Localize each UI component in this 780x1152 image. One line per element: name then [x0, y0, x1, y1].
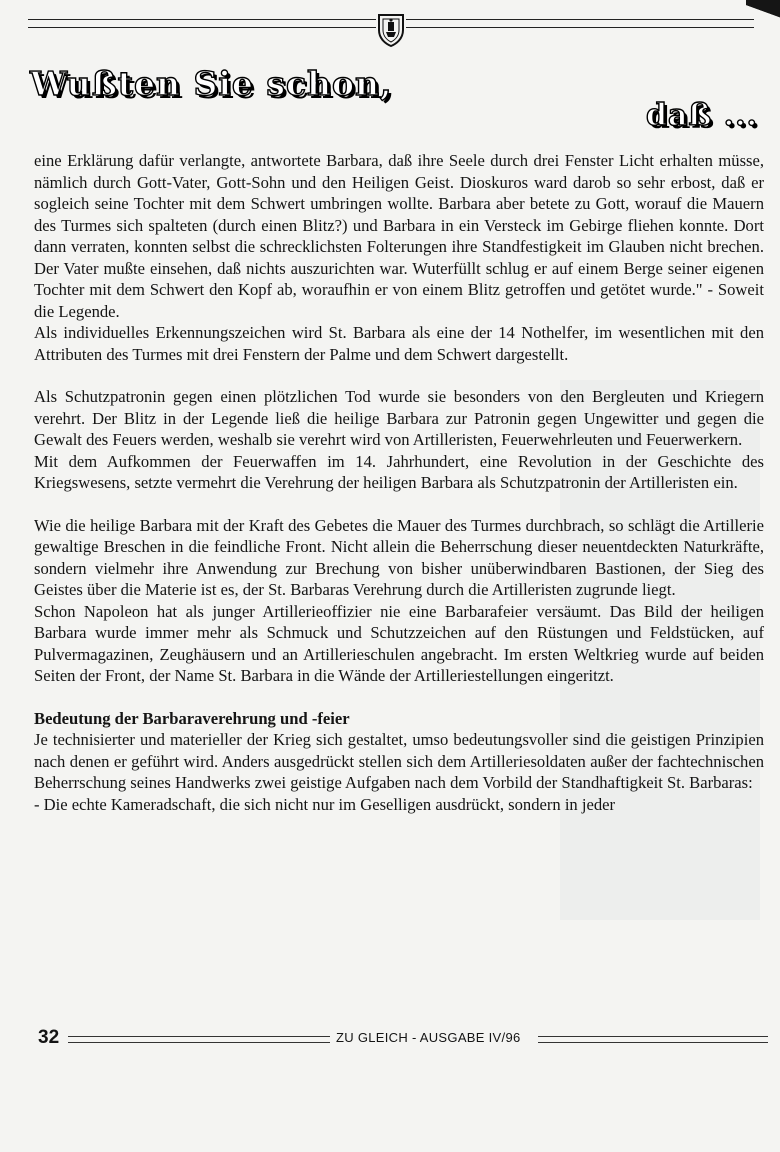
paragraph: Mit dem Aufkommen der Feuerwaffen im 14. Jahrhundert, eine Revolution in der Geschichte des Kriegswesens, setzte vermehrt die Verehrung der heiligen Barbara als Schutzpatronin der Artilleristen ein.	[34, 451, 764, 492]
paragraph: Je technisierter und materieller der Krieg sich gestaltet, umso bedeutungsvoller sind die geistigen Prinzipien nach denen er geführt wird. Anders ausgedrückt stellen sich dem Artilleriesoldaten außer der fachtechnischen Beherrschung seines Handwerks zwei geistige Aufgaben nach dem Vorbild der Standhaftigkeit St. Barbaras:	[34, 730, 764, 792]
paragraph: eine Erklärung dafür verlangte, antwortete Barbara, daß ihre Seele durch drei Fenster Licht erhalten müsse, nämlich durch Gott-Vater, Gott-Sohn und den Heiligen Geist. Dioskuros ward darob so sehr erbost, daß er sogleich seine Tochter mit dem Schwert umbringen wollte. Barbara aber betete zu Gott, worauf die Mauern des Turmes sich spalteten (durch einen Blitz?) und Barbara in ein Versteck im Gebirge fliehen konnte. Dort dann verraten, konnten selbst die schrecklichsten Folterungen ihre Standfestigkeit im Glauben nicht brechen. Der Vater mußte einsehen, daß nichts auszurichten war. Wuterfüllt schlug er auf einem Berge seiner eigenen Tochter mit dem Schwert den Kopf ab, woraufhin er von einem Blitz getroffen und getötet wurde." - Soweit die Legende.	[34, 151, 764, 321]
page-title-continuation: daß ...	[646, 98, 758, 133]
page-title: Wußten Sie schon,	[30, 64, 393, 103]
paragraph: Als Schutzpatronin gegen einen plötzlichen Tod wurde sie besonders von den Bergleuten und Kriegern verehrt. Der Blitz in der Legende ließ die heilige Barbara zur Patronin gegen Ungewitter und gegen die Gewalt des Feuers werden, weshalb sie verehrt wird von Artilleristen, Feuerwehrleuten und Feuerwerkern.	[34, 387, 764, 449]
publication-label: ZU GLEICH - AUSGABE IV/96	[336, 1030, 521, 1045]
footer-rule-right	[538, 1036, 768, 1043]
page-footer	[38, 1025, 762, 1055]
paragraph: Schon Napoleon hat als junger Artillerieoffizier nie eine Barbarafeier versäumt. Das Bild der heiligen Barbara wurde immer mehr als Schmuck und Schutzzeichen auf den Rüstungen und Feldstücken, auf Pulvermagazinen, Zeughäusern und an Artillerieschulen angebracht. Im ersten Weltkrieg wurde auf beiden Seiten der Front, der Name St. Barbara in die Wände der Artilleriestellungen eingeritzt.	[34, 601, 764, 685]
footer-rule-left	[68, 1036, 330, 1043]
coat-of-arms-icon	[376, 12, 406, 48]
article-body	[34, 150, 764, 815]
page-corner-shadow	[746, 0, 780, 26]
paragraph: Wie die heilige Barbara mit der Kraft des Gebetes die Mauer des Turmes durchbrach, so schlägt die Artillerie gewaltige Breschen in die feindliche Front. Nicht allein die Beherrschung dieser neuentdeckten Naturkräfte, sondern vielmehr ihre Anwendung zur Brechung von bisher unüberwindbaren Bastionen, der Sieg des Geistes über die Materie ist es, der St. Barbaras Verehrung durch die Artilleristen zugrunde liegt.	[34, 515, 764, 599]
paragraph-spacer	[34, 494, 764, 515]
paragraph: Als individuelles Erkennungszeichen wird St. Barbara als eine der 14 Nothelfer, im wesentlichen mit den Attributen des Turmes mit drei Fenstern der Palme und dem Schwert dargestellt.	[34, 323, 764, 364]
section-heading: Bedeutung der Barbaraverehrung und -feier	[34, 708, 350, 728]
paragraph-spacer	[34, 687, 764, 708]
paragraph-spacer	[34, 365, 764, 386]
paragraph: - Die echte Kameradschaft, die sich nicht nur im Geselligen ausdrückt, sondern in jeder	[34, 794, 616, 814]
page-number: 32	[38, 1027, 60, 1048]
